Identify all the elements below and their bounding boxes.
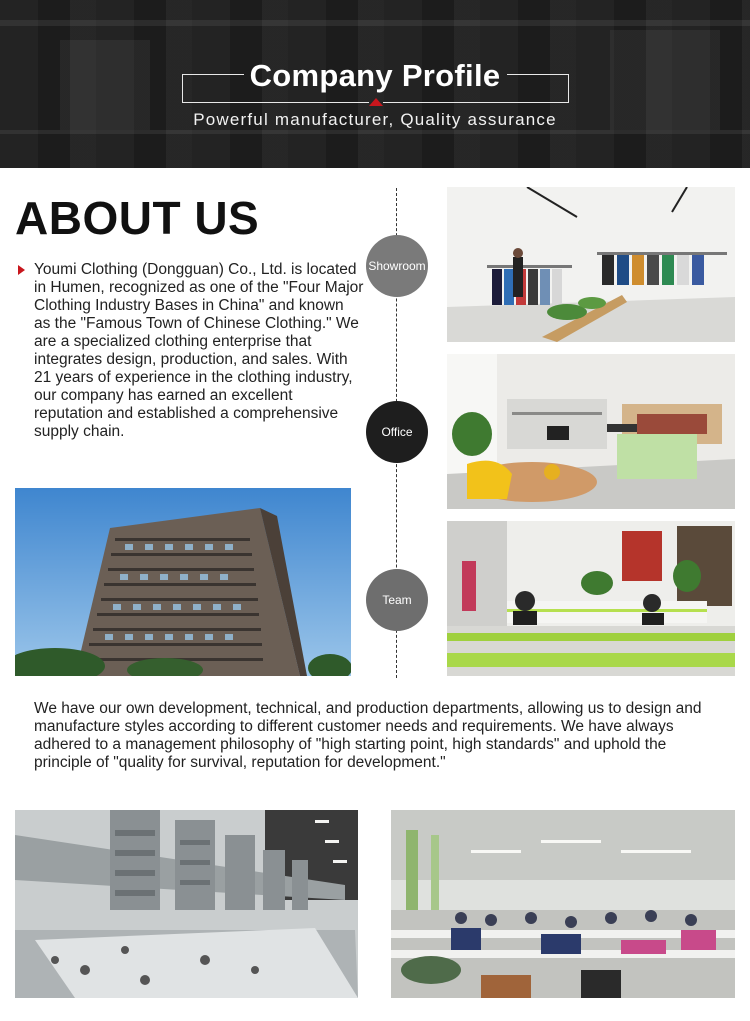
- office-building-photo: [15, 488, 351, 676]
- banner-frame-bottom-left-line: [182, 102, 369, 103]
- showroom-illustration: [447, 187, 735, 342]
- banner-background-shelf: [0, 130, 750, 134]
- embroidery-machine-photo: [15, 810, 358, 998]
- showroom-photo: [447, 187, 735, 342]
- office-photo: [447, 354, 735, 509]
- page-subtitle: Powerful manufacturer, Quality assurance: [193, 110, 557, 129]
- details-paragraph: We have our own development, technical, and production departments, allowing us to design and manufacture styles according to different customer needs and requirements. We have always adhered to a management philosophy of "high starting point, high standards" and uphold the principle of "quality for survival, reputation for development.": [34, 700, 702, 771]
- timeline-node-office: Office: [366, 401, 428, 463]
- banner-red-triangle-icon: [369, 98, 383, 106]
- about-heading: ABOUT US: [15, 192, 260, 244]
- timeline-node-showroom: Showroom: [366, 235, 428, 297]
- building-illustration: [15, 488, 351, 676]
- production-workshop-photo: [391, 810, 735, 998]
- production-workshop-illustration: [391, 810, 735, 998]
- timeline-node-team: Team: [366, 569, 428, 631]
- company-profile-banner: [0, 0, 750, 168]
- page-title: Company Profile: [249, 58, 501, 93]
- embroidery-machine-illustration: [15, 810, 358, 998]
- team-illustration: [447, 521, 735, 676]
- about-paragraph: Youmi Clothing (Dongguan) Co., Ltd. is located in Humen, recognized as one of the "Four Major Clothing Industry Bases in China" and known as the "Famous Town of Chinese Clothing." We are a specialized clothing enterprise that integrates design, production, and sales. With 21 years of experience in the clothing industry, our company has earned an excellent reputation and established a comprehensive supply chain.: [34, 261, 364, 440]
- banner-background-shelf: [0, 20, 750, 26]
- office-illustration: [447, 354, 735, 509]
- banner-frame-bottom-right-line: [383, 102, 569, 103]
- team-photo: [447, 521, 735, 676]
- red-bullet-icon: [18, 265, 25, 275]
